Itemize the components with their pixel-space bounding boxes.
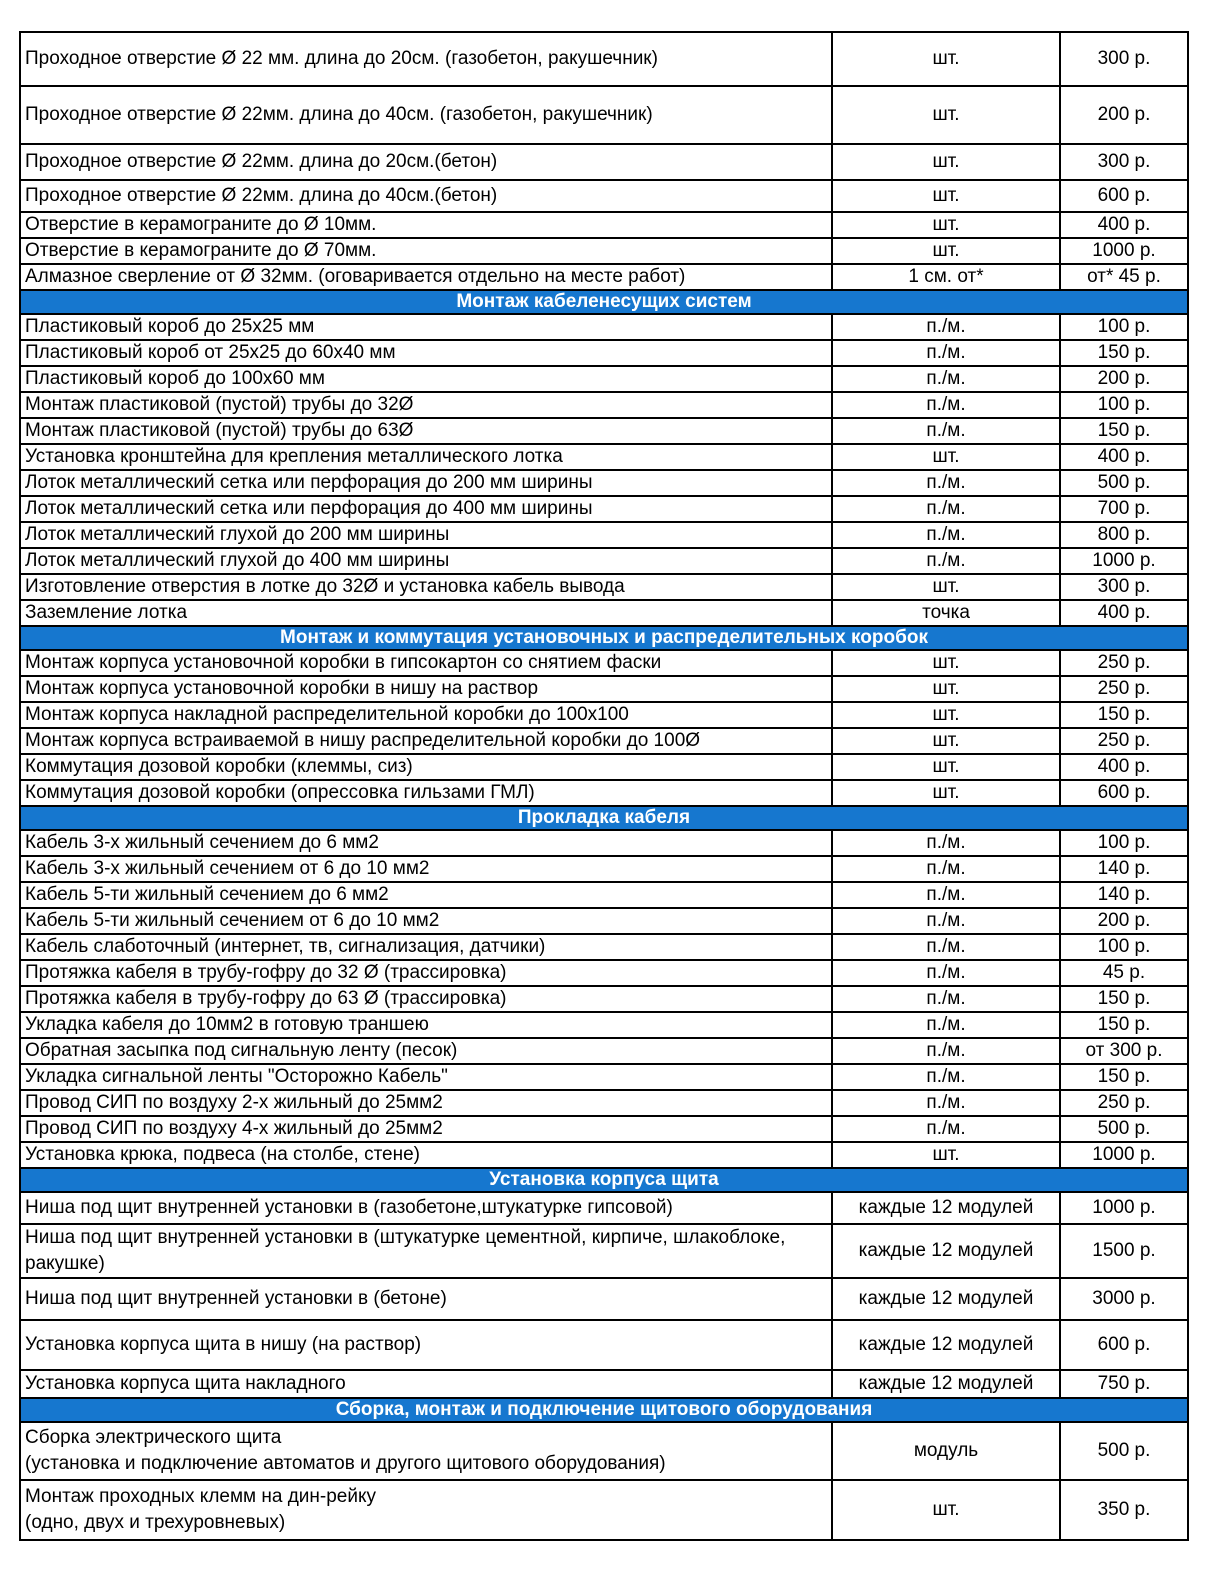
unit-cell: п./м. (832, 548, 1060, 574)
table-row (20, 86, 1188, 144)
unit-cell: шт. (832, 212, 1060, 238)
table-row (20, 702, 1188, 728)
price-cell: от 300 р. (1060, 1038, 1188, 1064)
price-cell: 150 р. (1060, 1012, 1188, 1038)
unit-cell: шт. (832, 238, 1060, 264)
price-table (19, 31, 1189, 1541)
price-cell: 1000 р. (1060, 548, 1188, 574)
service-name-cell: Алмазное сверление от Ø 32мм. (оговаривается отдельно на месте работ) (20, 264, 832, 290)
unit-cell: каждые 12 модулей (832, 1278, 1060, 1320)
table-row (20, 496, 1188, 522)
table-row (20, 780, 1188, 806)
section-title: Сборка, монтаж и подключение щитового оборудования (20, 1398, 1188, 1422)
table-row (20, 1038, 1188, 1064)
price-cell: 100 р. (1060, 830, 1188, 856)
unit-cell: точка (832, 600, 1060, 626)
price-cell: 400 р. (1060, 600, 1188, 626)
table-row (20, 1278, 1188, 1320)
service-name-cell: Провод СИП по воздуху 4-х жильный до 25мм2 (20, 1116, 832, 1142)
table-row (20, 856, 1188, 882)
table-row (20, 366, 1188, 392)
price-cell: 200 р. (1060, 908, 1188, 934)
service-name-cell: Пластиковый короб от 25х25 до 60х40 мм (20, 340, 832, 366)
table-row (20, 728, 1188, 754)
table-row (20, 548, 1188, 574)
unit-cell: п./м. (832, 314, 1060, 340)
section-title: Прокладка кабеля (20, 806, 1188, 830)
unit-cell: шт. (832, 574, 1060, 600)
service-name-cell: Монтаж пластиковой (пустой) трубы до 63Ø (20, 418, 832, 444)
unit-cell: шт. (832, 780, 1060, 806)
service-name-cell: Монтаж проходных клемм на дин-рейку (одно, двух и трехуровневых) (20, 1480, 832, 1540)
table-row (20, 1090, 1188, 1116)
unit-cell: шт. (832, 728, 1060, 754)
table-row (20, 830, 1188, 856)
price-cell: 150 р. (1060, 418, 1188, 444)
table-row (20, 986, 1188, 1012)
service-name-cell: Пластиковый короб до 25х25 мм (20, 314, 832, 340)
price-cell: 400 р. (1060, 212, 1188, 238)
service-name-cell: Установка корпуса щита накладного (20, 1370, 832, 1398)
table-row (20, 600, 1188, 626)
price-cell: 150 р. (1060, 340, 1188, 366)
unit-cell: шт. (832, 676, 1060, 702)
price-cell: 150 р. (1060, 1064, 1188, 1090)
unit-cell: п./м. (832, 960, 1060, 986)
table-row (20, 908, 1188, 934)
service-name-cell: Установка крюка, подвеса (на столбе, стене) (20, 1142, 832, 1168)
unit-cell: каждые 12 модулей (832, 1320, 1060, 1370)
price-cell: 150 р. (1060, 702, 1188, 728)
price-cell: 3000 р. (1060, 1278, 1188, 1320)
service-name-cell: Отверстие в керамограните до Ø 70мм. (20, 238, 832, 264)
service-name-cell: Лоток металлический сетка или перфорация до 200 мм ширины (20, 470, 832, 496)
price-cell: 300 р. (1060, 144, 1188, 180)
service-name-cell: Кабель 5-ти жильный сечением до 6 мм2 (20, 882, 832, 908)
table-row (20, 1142, 1188, 1168)
section-header (20, 1398, 1188, 1422)
section-title: Установка корпуса щита (20, 1168, 1188, 1192)
price-cell: 800 р. (1060, 522, 1188, 548)
table-row (20, 1320, 1188, 1370)
unit-cell: п./м. (832, 1064, 1060, 1090)
unit-cell: каждые 12 модулей (832, 1370, 1060, 1398)
table-row (20, 1224, 1188, 1278)
service-name-cell: Укладка кабеля до 10мм2 в готовую траншею (20, 1012, 832, 1038)
price-cell: 140 р. (1060, 856, 1188, 882)
unit-cell: п./м. (832, 934, 1060, 960)
unit-cell: 1 см. от* (832, 264, 1060, 290)
price-cell: 1000 р. (1060, 238, 1188, 264)
unit-cell: модуль (832, 1422, 1060, 1480)
service-name-cell: Протяжка кабеля в трубу-гофру до 32 Ø (трассировка) (20, 960, 832, 986)
table-row (20, 1192, 1188, 1224)
unit-cell: п./м. (832, 986, 1060, 1012)
service-name-cell: Ниша под щит внутренней установки в (бетоне) (20, 1278, 832, 1320)
price-cell: 150 р. (1060, 986, 1188, 1012)
price-cell: 200 р. (1060, 86, 1188, 144)
service-name-cell: Установка кронштейна для крепления металлического лотка (20, 444, 832, 470)
service-name-cell: Сборка электрического щита (установка и подключение автоматов и другого щитового оборудования) (20, 1422, 832, 1480)
table-row (20, 340, 1188, 366)
service-name-cell: Кабель слаботочный (интернет, тв, сигнализация, датчики) (20, 934, 832, 960)
price-cell: 200 р. (1060, 366, 1188, 392)
service-name-cell: Изготовление отверстия в лотке до 32Ø и установка кабель вывода (20, 574, 832, 600)
table-row (20, 180, 1188, 212)
service-name-cell: Обратная засыпка под сигнальную ленту (песок) (20, 1038, 832, 1064)
service-name-cell: Лоток металлический сетка или перфорация до 400 мм ширины (20, 496, 832, 522)
price-cell: 750 р. (1060, 1370, 1188, 1398)
price-cell: 250 р. (1060, 728, 1188, 754)
price-cell: 500 р. (1060, 470, 1188, 496)
service-name-cell: Пластиковый короб до 100х60 мм (20, 366, 832, 392)
price-cell: от* 45 р. (1060, 264, 1188, 290)
section-header (20, 806, 1188, 830)
service-name-cell: Заземление лотка (20, 600, 832, 626)
service-name-cell: Проходное отверстие Ø 22мм. длина до 40см.(бетон) (20, 180, 832, 212)
table-row (20, 1370, 1188, 1398)
service-name-cell: Провод СИП по воздуху 2-х жильный до 25мм2 (20, 1090, 832, 1116)
unit-cell: п./м. (832, 496, 1060, 522)
unit-cell: шт. (832, 444, 1060, 470)
table-row (20, 444, 1188, 470)
service-name-cell: Лоток металлический глухой до 200 мм ширины (20, 522, 832, 548)
table-row (20, 238, 1188, 264)
price-cell: 1000 р. (1060, 1142, 1188, 1168)
unit-cell: п./м. (832, 470, 1060, 496)
price-cell: 350 р. (1060, 1480, 1188, 1540)
unit-cell: п./м. (832, 392, 1060, 418)
service-name-cell: Проходное отверстие Ø 22мм. длина до 40см. (газобетон, ракушечник) (20, 86, 832, 144)
unit-cell: п./м. (832, 882, 1060, 908)
service-name-cell: Протяжка кабеля в трубу-гофру до 63 Ø (трассировка) (20, 986, 832, 1012)
price-cell: 600 р. (1060, 780, 1188, 806)
service-name-cell: Монтаж корпуса установочной коробки в нишу на раствор (20, 676, 832, 702)
service-name-cell: Кабель 3-х жильный сечением до 6 мм2 (20, 830, 832, 856)
unit-cell: шт. (832, 1142, 1060, 1168)
table-row (20, 960, 1188, 986)
price-cell: 100 р. (1060, 314, 1188, 340)
table-row (20, 314, 1188, 340)
unit-cell: шт. (832, 754, 1060, 780)
price-cell: 600 р. (1060, 180, 1188, 212)
table-row (20, 1116, 1188, 1142)
price-cell: 250 р. (1060, 650, 1188, 676)
table-row (20, 264, 1188, 290)
table-row (20, 144, 1188, 180)
unit-cell: шт. (832, 32, 1060, 86)
price-cell: 250 р. (1060, 1090, 1188, 1116)
service-name-cell: Кабель 3-х жильный сечением от 6 до 10 мм2 (20, 856, 832, 882)
unit-cell: шт. (832, 86, 1060, 144)
table-row (20, 392, 1188, 418)
service-name-cell: Отверстие в керамограните до Ø 10мм. (20, 212, 832, 238)
unit-cell: каждые 12 модулей (832, 1192, 1060, 1224)
table-row (20, 882, 1188, 908)
price-cell: 500 р. (1060, 1422, 1188, 1480)
section-title: Монтаж кабеленесущих систем (20, 290, 1188, 314)
unit-cell: п./м. (832, 1116, 1060, 1142)
price-cell: 500 р. (1060, 1116, 1188, 1142)
unit-cell: п./м. (832, 1090, 1060, 1116)
price-cell: 400 р. (1060, 444, 1188, 470)
unit-cell: п./м. (832, 856, 1060, 882)
service-name-cell: Ниша под щит внутренней установки в (штукатурке цементной, кирпиче, шлакоблоке, ракушке) (20, 1224, 832, 1278)
service-name-cell: Проходное отверстие Ø 22 мм. длина до 20см. (газобетон, ракушечник) (20, 32, 832, 86)
table-row (20, 1480, 1188, 1540)
unit-cell: п./м. (832, 366, 1060, 392)
unit-cell: п./м. (832, 908, 1060, 934)
unit-cell: п./м. (832, 1012, 1060, 1038)
unit-cell: шт. (832, 144, 1060, 180)
table-row (20, 212, 1188, 238)
unit-cell: п./м. (832, 418, 1060, 444)
price-table-body (20, 32, 1188, 1540)
unit-cell: п./м. (832, 340, 1060, 366)
price-cell: 140 р. (1060, 882, 1188, 908)
price-cell: 250 р. (1060, 676, 1188, 702)
unit-cell: п./м. (832, 522, 1060, 548)
unit-cell: п./м. (832, 830, 1060, 856)
price-cell: 1000 р. (1060, 1192, 1188, 1224)
price-cell: 100 р. (1060, 392, 1188, 418)
table-row (20, 676, 1188, 702)
unit-cell: шт. (832, 180, 1060, 212)
service-name-cell: Коммутация дозовой коробки (опрессовка гильзами ГМЛ) (20, 780, 832, 806)
service-name-cell: Монтаж корпуса установочной коробки в гипсокартон со снятием фаски (20, 650, 832, 676)
table-row (20, 418, 1188, 444)
price-cell: 1500 р. (1060, 1224, 1188, 1278)
service-name-cell: Проходное отверстие Ø 22мм. длина до 20см.(бетон) (20, 144, 832, 180)
table-row (20, 1422, 1188, 1480)
price-cell: 45 р. (1060, 960, 1188, 986)
section-header (20, 290, 1188, 314)
service-name-cell: Монтаж пластиковой (пустой) трубы до 32Ø (20, 392, 832, 418)
table-row (20, 470, 1188, 496)
price-cell: 300 р. (1060, 574, 1188, 600)
service-name-cell: Лоток металлический глухой до 400 мм ширины (20, 548, 832, 574)
service-name-cell: Кабель 5-ти жильный сечением от 6 до 10 мм2 (20, 908, 832, 934)
table-row (20, 1064, 1188, 1090)
service-name-cell: Ниша под щит внутренней установки в (газобетоне,штукатурке гипсовой) (20, 1192, 832, 1224)
service-name-cell: Монтаж корпуса накладной распределительной коробки до 100х100 (20, 702, 832, 728)
unit-cell: шт. (832, 650, 1060, 676)
price-cell: 100 р. (1060, 934, 1188, 960)
unit-cell: п./м. (832, 1038, 1060, 1064)
service-name-cell: Установка корпуса щита в нишу (на раствор) (20, 1320, 832, 1370)
service-name-cell: Монтаж корпуса встраиваемой в нишу распределительной коробки до 100Ø (20, 728, 832, 754)
section-header (20, 626, 1188, 650)
unit-cell: шт. (832, 702, 1060, 728)
section-header (20, 1168, 1188, 1192)
price-cell: 600 р. (1060, 1320, 1188, 1370)
service-name-cell: Коммутация дозовой коробки (клеммы, сиз) (20, 754, 832, 780)
table-row (20, 754, 1188, 780)
unit-cell: шт. (832, 1480, 1060, 1540)
unit-cell: каждые 12 модулей (832, 1224, 1060, 1278)
price-cell: 700 р. (1060, 496, 1188, 522)
table-row (20, 650, 1188, 676)
service-name-cell: Укладка сигнальной ленты "Осторожно Кабель" (20, 1064, 832, 1090)
table-row (20, 934, 1188, 960)
table-row (20, 574, 1188, 600)
price-cell: 300 р. (1060, 32, 1188, 86)
price-cell: 400 р. (1060, 754, 1188, 780)
section-title: Монтаж и коммутация установочных и распределительных коробок (20, 626, 1188, 650)
table-row (20, 32, 1188, 86)
table-row (20, 1012, 1188, 1038)
table-row (20, 522, 1188, 548)
